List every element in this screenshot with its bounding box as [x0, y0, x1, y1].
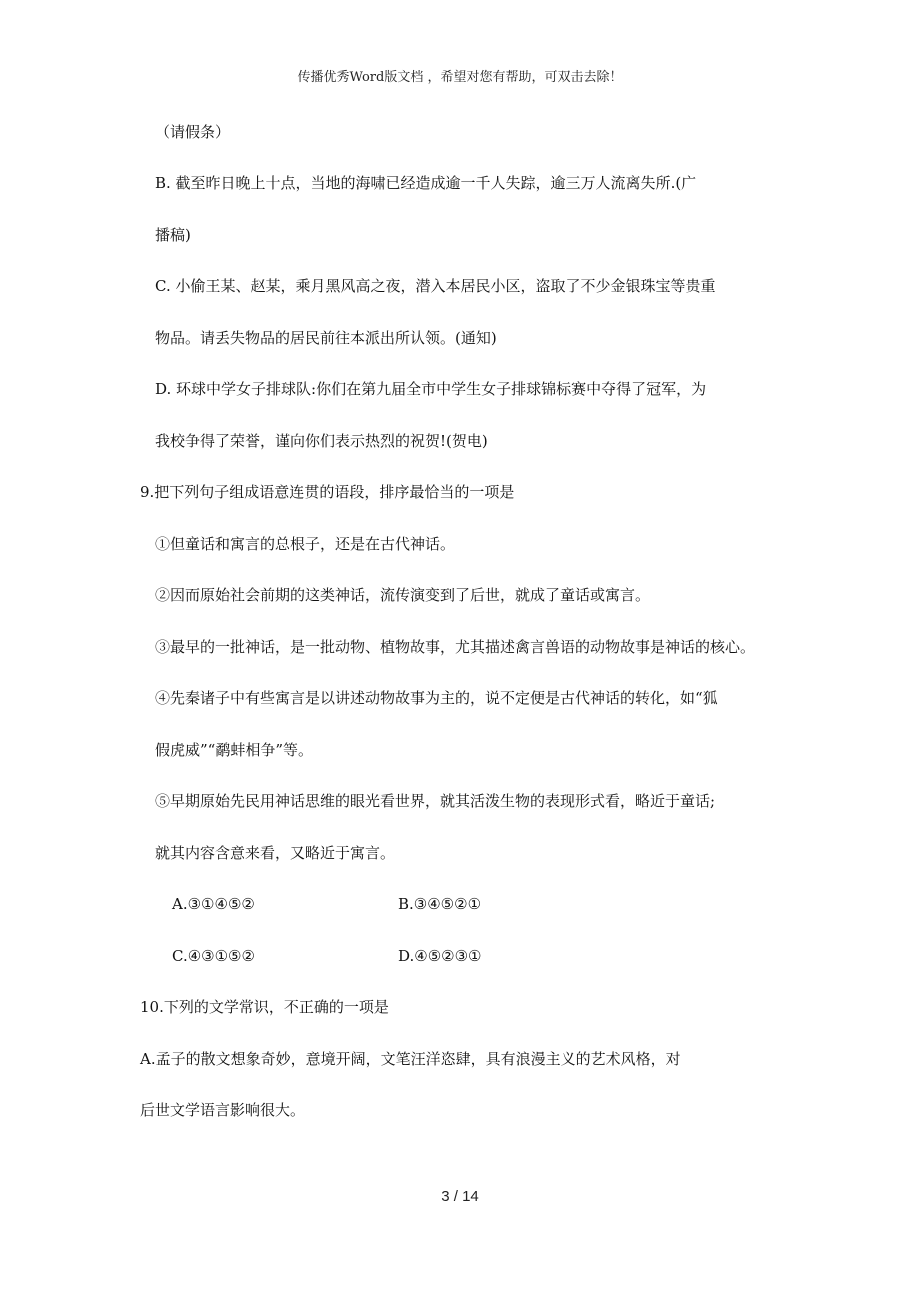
sentence-2: ②因而原始社会前期的这类神话，流传演变到了后世，就成了童话或寓言。 [155, 586, 651, 604]
option-c: C. 小偷王某、赵某，乘月黑风高之夜，潜入本居民小区，盗取了不少金银珠宝等贵重 [155, 277, 716, 295]
text-line: 播稿) [155, 226, 191, 244]
sentence-4: ④先秦诸子中有些寓言是以讲述动物故事为主的，说不定便是古代神话的转化，如“狐 [155, 689, 718, 707]
page-header: 传播优秀Word版文档 ，希望对您有帮助，可双击去除！ [297, 70, 623, 85]
text-line: 物品。请丢失物品的居民前往本派出所认领。(通知) [155, 329, 497, 347]
option-b: B. 截至昨日晚上十点，当地的海啸已经造成逾一千人失踪，逾三万人流离失所.(广 [155, 174, 697, 192]
answer-c: C.④③①⑤② [172, 947, 255, 965]
answer-a: A.③①④⑤② [172, 895, 255, 913]
text-line: 后世文学语言影响很大。 [140, 1101, 306, 1119]
sentence-3: ③最早的一批神话，是一批动物、植物故事，尤其描述禽言兽语的动物故事是神话的核心。 [155, 638, 756, 656]
text-line: 我校争得了荣誉，谨向你们表示热烈的祝贺!(贺电) [155, 432, 488, 450]
text-line: 假虎威”“鹬蚌相争”等。 [155, 741, 314, 759]
page-number: 3 / 14 [441, 1188, 479, 1205]
option-a: A.孟子的散文想象奇妙，意境开阔，文笔汪洋恣肆，具有浪漫主义的艺术风格，对 [140, 1050, 681, 1068]
text-line: 就其内容含意来看，又略近于寓言。 [155, 844, 396, 862]
question-10: 10.下列的文学常识，不正确的一项是 [140, 998, 389, 1016]
answer-d: D.④⑤②③① [398, 947, 482, 965]
sentence-5: ⑤早期原始先民用神话思维的眼光看世界，就其活泼生物的表现形式看，略近于童话; [155, 792, 716, 810]
text-line: （请假条） [155, 123, 231, 141]
sentence-1: ①但童话和寓言的总根子，还是在古代神话。 [155, 535, 456, 553]
question-9: 9.把下列句子组成语意连贯的语段，排序最恰当的一项是 [140, 483, 515, 501]
answer-b: B.③④⑤②① [398, 895, 482, 913]
option-d: D. 环球中学女子排球队:你们在第九届全市中学生女子排球锦标赛中夺得了冠军，为 [155, 380, 707, 398]
